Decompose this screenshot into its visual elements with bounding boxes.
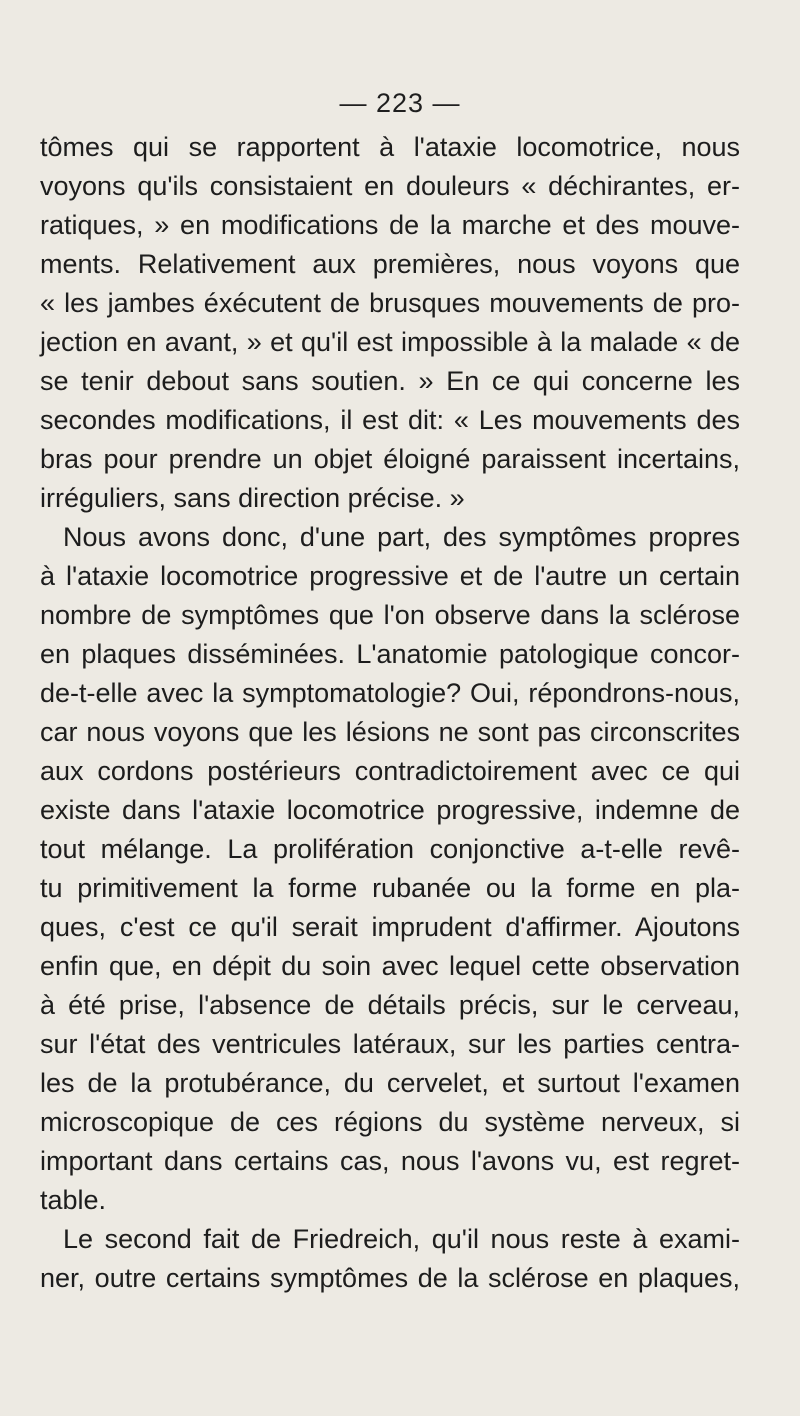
text-line: se tenir debout sans soutien. » En ce qui concerne les [40,366,740,396]
text-line: bras pour prendre un objet éloigné paraissent incertains, [40,444,740,474]
text-line: existe dans l'ataxie locomotrice progressive, indemne de [40,795,740,825]
text-line: secondes modifications, il est dit: « Les mouvements des [40,405,740,435]
page-number: — 223 — [339,88,461,118]
text-line: en plaques disséminées. L'anatomie patologique concor- [40,639,740,669]
text-line: table. [40,1185,107,1215]
text-line: tout mélange. La prolifération conjonctive a-t-elle revê- [40,834,740,864]
text-line: Nous avons donc, d'une part, des symptômes propres [63,522,740,552]
text-line: nombre de symptômes que l'on observe dans la sclérose [40,600,740,630]
text-line: à l'ataxie locomotrice progressive et de l'autre un certain [40,561,740,591]
text-line: tômes qui se rapportent à l'ataxie locomotrice, nous [40,132,740,162]
text-line: microscopique de ces régions du système nerveux, si [40,1107,740,1137]
text-line: les de la protubérance, du cervelet, et surtout l'examen [40,1068,740,1098]
text-line: « les jambes éxécutent de brusques mouvements de pro- [40,288,740,318]
text-line: ques, c'est ce qu'il serait imprudent d'affirmer. Ajoutons [40,912,740,942]
text-line: de-t-elle avec la symptomatologie? Oui, répondrons-nous, [40,678,740,708]
text-line: important dans certains cas, nous l'avons vu, est regret- [40,1146,740,1176]
text-line: car nous voyons que les lésions ne sont pas circonscrites [40,717,740,747]
text-line: à été prise, l'absence de détails précis, sur le cerveau, [40,990,740,1020]
text-line: ratiques, » en modifications de la marche et des mouve- [40,210,740,240]
text-line: ments. Relativement aux premières, nous voyons que [40,249,740,279]
text-line: enfin que, en dépit du soin avec lequel cette observation [40,951,740,981]
body-text [40,128,740,1298]
text-line: ner, outre certains symptômes de la sclérose en plaques, [40,1263,740,1293]
text-line: aux cordons postérieurs contradictoirement avec ce qui [40,756,740,786]
text-line: sur l'état des ventricules latéraux, sur les parties centra- [40,1029,740,1059]
text-line: Le second fait de Friedreich, qu'il nous reste à exami- [63,1224,740,1254]
text-line: voyons qu'ils consistaient en douleurs « déchirantes, er- [40,171,740,201]
text-line: irréguliers, sans direction précise. » [40,483,465,513]
text-line: jection en avant, » et qu'il est impossible à la malade « de [40,327,740,357]
text-line: tu primitivement la forme rubanée ou la forme en pla- [40,873,740,903]
